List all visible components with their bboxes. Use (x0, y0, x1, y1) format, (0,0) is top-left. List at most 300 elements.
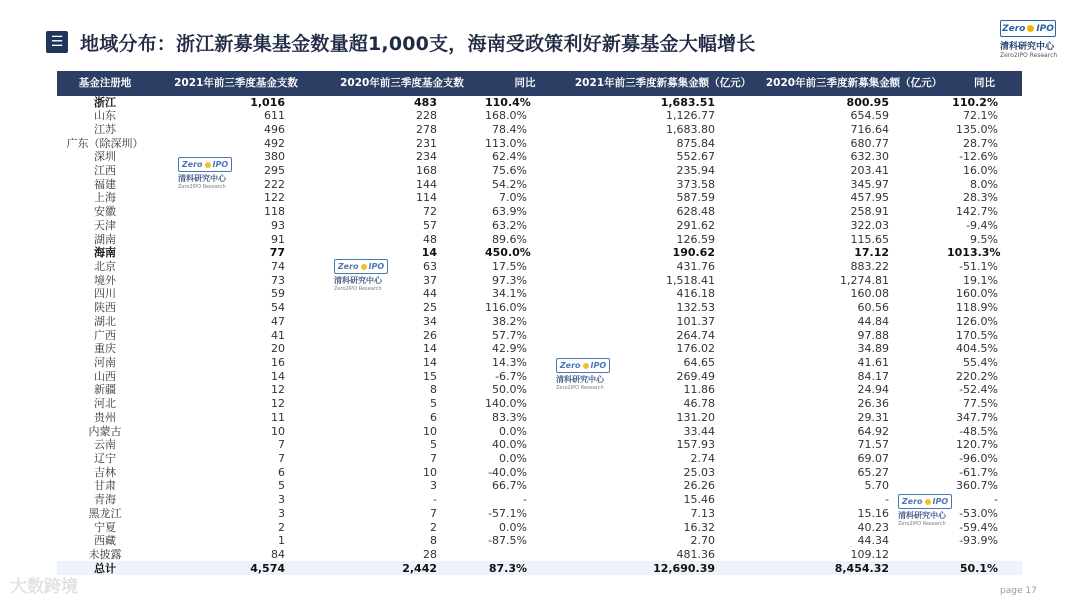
value-cell: 25.03 (683, 465, 715, 479)
value-cell: 44.34 (857, 534, 889, 548)
value-cell: 115.65 (850, 232, 889, 246)
value-cell: 89.6% (492, 232, 527, 246)
value-cell: 41.61 (857, 356, 889, 370)
region-cell: 四川 (94, 287, 116, 301)
region-cell: 海南 (94, 246, 116, 260)
value-cell: 203.41 (850, 163, 889, 177)
value-cell: 29.31 (857, 410, 889, 424)
column-header: 2020年前三季度新募集金额（亿元） (761, 71, 947, 95)
value-cell: 12,690.39 (565, 561, 761, 575)
value-cell: 72 (423, 205, 437, 219)
table-row (57, 109, 1022, 123)
value-cell: 113.0% (485, 136, 527, 150)
value-cell: 2.74 (690, 452, 715, 466)
value-cell: 59 (271, 287, 285, 301)
value-cell: 48 (423, 232, 437, 246)
table-row (57, 411, 1022, 425)
value-cell: 416.18 (676, 287, 715, 301)
value-cell: 2.70 (690, 534, 715, 548)
value-cell: 11.86 (683, 383, 715, 397)
logo-name: 清科研究中心 (1000, 42, 1055, 52)
value-cell: 322.03 (850, 218, 889, 232)
value-cell: 2,442 (319, 561, 485, 575)
table-row (57, 397, 1022, 411)
watermark-logo: Zero IPO 清科研究中心 Zero2IPO Research (556, 358, 626, 398)
region-cell: 安徽 (94, 205, 116, 219)
region-cell: 境外 (94, 273, 116, 287)
region-cell: 宁夏 (94, 520, 116, 534)
value-cell: 41 (271, 328, 285, 342)
region-cell: 总计 (57, 561, 153, 575)
table-row (57, 287, 1022, 301)
logo-dot-icon (1027, 25, 1034, 32)
zero2ipo-logo (1000, 20, 1062, 66)
table-row (57, 342, 1022, 356)
page-number: page 17 (1000, 586, 1037, 596)
region-cell: 上海 (94, 191, 116, 205)
value-cell: 69.07 (857, 452, 889, 466)
logo-badge-left: Zero (1002, 23, 1026, 34)
value-cell: 1,683.51 (565, 95, 761, 109)
value-cell: -87.5% (488, 534, 527, 548)
table-row (57, 301, 1022, 315)
logo-dot-icon (205, 162, 211, 168)
source-watermark: 大数跨境 (10, 577, 78, 597)
value-cell: 3 (430, 479, 437, 493)
value-cell: 373.58 (676, 177, 715, 191)
value-cell: 77 (269, 246, 285, 260)
value-cell: 16.0% (963, 163, 998, 177)
region-cell: 陕西 (94, 301, 116, 315)
value-cell: 8 (430, 383, 437, 397)
value-cell: 431.76 (676, 259, 715, 273)
region-cell: 新疆 (94, 383, 116, 397)
value-cell: 34.89 (857, 342, 889, 356)
value-cell: 1,126.77 (666, 109, 715, 123)
value-cell: 10 (423, 424, 437, 438)
value-cell: 140.0% (485, 397, 527, 411)
value-cell: 345.97 (850, 177, 889, 191)
value-cell: 57.7% (492, 328, 527, 342)
table-row (57, 356, 1022, 370)
value-cell: 144 (416, 177, 437, 191)
logo-badge (1000, 20, 1056, 37)
table-row (57, 452, 1022, 466)
value-cell: 26.26 (683, 479, 715, 493)
value-cell: 142.7% (956, 205, 998, 219)
region-cell: 浙江 (57, 95, 153, 109)
table-row (57, 424, 1022, 438)
value-cell: 20 (271, 342, 285, 356)
value-cell: -59.4% (959, 520, 998, 534)
value-cell: 37 (423, 273, 437, 287)
value-cell: -61.7% (959, 465, 998, 479)
value-cell: 44 (423, 287, 437, 301)
value-cell: 11 (271, 410, 285, 424)
value-cell: 14 (423, 342, 437, 356)
value-cell: 12 (271, 397, 285, 411)
value-cell: 291.62 (676, 218, 715, 232)
value-cell: 176.02 (676, 342, 715, 356)
menu-icon[interactable]: ☰ (46, 31, 68, 53)
value-cell: 40.23 (857, 520, 889, 534)
value-cell: 116.0% (485, 301, 527, 315)
value-cell: 14 (423, 356, 437, 370)
value-cell: 114 (416, 191, 437, 205)
column-header: 2021年前三季度新募集金额（亿元） (565, 71, 761, 95)
value-cell: 587.59 (676, 191, 715, 205)
value-cell: 0.0% (499, 520, 527, 534)
region-cell: 山西 (94, 369, 116, 383)
logo-badge-right: IPO (1036, 23, 1054, 34)
table-row (57, 548, 1022, 562)
value-cell: 5.70 (864, 479, 889, 493)
value-cell: 170.5% (956, 328, 998, 342)
value-cell: 126.59 (676, 232, 715, 246)
value-cell: 87.3% (485, 561, 565, 575)
value-cell: 3 (278, 506, 285, 520)
region-cell: 西藏 (94, 534, 116, 548)
region-cell: 河南 (94, 356, 116, 370)
value-cell: 34.1% (492, 287, 527, 301)
value-cell: 0.0% (499, 452, 527, 466)
region-cell: 北京 (94, 259, 116, 273)
watermark-logo: Zero IPO 清科研究中心 Zero2IPO Research (334, 259, 404, 299)
value-cell: 135.0% (956, 122, 998, 136)
region-cell: 黑龙江 (88, 506, 122, 520)
column-header: 2020年前三季度基金支数 (319, 71, 485, 95)
value-cell: 190.62 (672, 246, 715, 260)
value-cell: 1,683.80 (666, 122, 715, 136)
value-cell: 55.4% (963, 356, 998, 370)
value-cell: 120.7% (956, 438, 998, 452)
value-cell: 157.93 (676, 438, 715, 452)
value-cell: 24.94 (857, 383, 889, 397)
value-cell: 47 (271, 314, 285, 328)
value-cell (485, 548, 565, 562)
value-cell: 5 (430, 438, 437, 452)
value-cell: 83.3% (492, 410, 527, 424)
value-cell: 7 (430, 452, 437, 466)
value-cell: 84 (271, 548, 285, 562)
value-cell: 450.0% (485, 246, 531, 260)
value-cell: 222 (264, 177, 285, 191)
region-cell: 云南 (94, 438, 116, 452)
region-cell: 重庆 (94, 342, 116, 356)
value-cell: 63.9% (492, 205, 527, 219)
value-cell: 380 (264, 150, 285, 164)
value-cell: -48.5% (959, 424, 998, 438)
value-cell: 16 (271, 356, 285, 370)
value-cell: -52.4% (959, 383, 998, 397)
value-cell: 875.84 (676, 136, 715, 150)
logo-dot-icon (583, 363, 589, 369)
value-cell: 160.0% (956, 287, 998, 301)
table-row (57, 328, 1022, 342)
value-cell: - (433, 493, 437, 507)
value-cell: 168 (416, 163, 437, 177)
table-row (57, 260, 1022, 274)
value-cell: -93.9% (959, 534, 998, 548)
value-cell: -6.7% (495, 369, 527, 383)
value-cell: 457.95 (850, 191, 889, 205)
table-header-row (57, 71, 1022, 95)
value-cell: 71.57 (857, 438, 889, 452)
value-cell: 628.48 (676, 205, 715, 219)
value-cell: 7 (278, 452, 285, 466)
value-cell: 118 (264, 205, 285, 219)
value-cell: 132.53 (676, 301, 715, 315)
value-cell: 0.0% (499, 424, 527, 438)
logo-dot-icon (361, 264, 367, 270)
value-cell: 57 (423, 218, 437, 232)
value-cell: 122 (264, 191, 285, 205)
region-cell: 广东（除深圳） (66, 136, 144, 150)
logo-dot-icon (925, 499, 931, 505)
value-cell: 1 (278, 534, 285, 548)
value-cell: 295 (264, 163, 285, 177)
value-cell: 16.32 (683, 520, 715, 534)
value-cell: 5 (278, 479, 285, 493)
region-cell: 天津 (94, 218, 116, 232)
value-cell: 50.0% (492, 383, 527, 397)
fund-region-table (57, 71, 1022, 575)
logo-english: Zero2IPO Research (1000, 52, 1058, 59)
value-cell: 481.36 (676, 548, 715, 562)
region-cell: 湖南 (94, 232, 116, 246)
page-header (0, 0, 1080, 66)
table-row (57, 136, 1022, 150)
value-cell: 231 (416, 136, 437, 150)
value-cell: 264.74 (676, 328, 715, 342)
value-cell: 28.7% (963, 136, 998, 150)
column-header: 同比 (485, 71, 565, 95)
column-header: 基金注册地 (57, 71, 153, 95)
value-cell: 10 (271, 424, 285, 438)
value-cell: 12 (271, 383, 285, 397)
region-cell: 深圳 (94, 150, 116, 164)
value-cell: 552.67 (676, 150, 715, 164)
value-cell: 91 (271, 232, 285, 246)
region-cell: 湖北 (94, 314, 116, 328)
table-row (57, 232, 1022, 246)
value-cell: 347.7% (956, 410, 998, 424)
table-row (57, 369, 1022, 383)
region-cell: 贵州 (94, 410, 116, 424)
value-cell: 2 (430, 520, 437, 534)
value-cell: 360.7% (956, 479, 998, 493)
value-cell: 77.5% (963, 397, 998, 411)
region-cell: 江西 (94, 163, 116, 177)
value-cell: 19.1% (963, 273, 998, 287)
value-cell: 654.59 (850, 109, 889, 123)
table-row (57, 218, 1022, 232)
value-cell: 7.13 (690, 506, 715, 520)
value-cell: 6 (278, 465, 285, 479)
value-cell: 64.65 (683, 356, 715, 370)
value-cell: 278 (416, 122, 437, 136)
region-cell: 河北 (94, 397, 116, 411)
value-cell: 75.6% (492, 163, 527, 177)
value-cell: -51.1% (959, 259, 998, 273)
value-cell: 101.37 (676, 314, 715, 328)
watermark-logo: Zero IPO 清科研究中心 Zero2IPO Research (898, 494, 968, 534)
value-cell: 235.94 (676, 163, 715, 177)
column-header: 2021年前三季度基金支数 (153, 71, 319, 95)
region-cell: 山东 (94, 109, 116, 123)
region-cell: 江苏 (94, 122, 116, 136)
value-cell: 5 (430, 397, 437, 411)
value-cell: 33.44 (683, 424, 715, 438)
value-cell: 97.88 (857, 328, 889, 342)
region-cell: 青海 (94, 493, 116, 507)
table-row (57, 383, 1022, 397)
value-cell: 3 (278, 493, 285, 507)
value-cell: 496 (264, 122, 285, 136)
value-cell: -9.4% (966, 218, 998, 232)
value-cell: 8 (430, 534, 437, 548)
value-cell (947, 548, 1022, 562)
value-cell: 17.5% (492, 259, 527, 273)
value-cell: 8,454.32 (761, 561, 947, 575)
value-cell: 110.4% (485, 95, 565, 109)
region-cell: 福建 (94, 177, 116, 191)
value-cell: 63.2% (492, 218, 527, 232)
watermark-logo: Zero IPO 清科研究中心 Zero2IPO Research (178, 157, 248, 197)
value-cell: 680.77 (850, 136, 889, 150)
value-cell: 14 (271, 369, 285, 383)
value-cell: 7 (430, 506, 437, 520)
value-cell: 6 (430, 410, 437, 424)
value-cell: 234 (416, 150, 437, 164)
value-cell: 1,518.41 (666, 273, 715, 287)
total-row (57, 561, 1022, 575)
region-cell: 广西 (94, 328, 116, 342)
value-cell: 110.2% (947, 95, 1022, 109)
value-cell: 73 (271, 273, 285, 287)
page-title: 地域分布：浙江新募集基金数量超1,000支，海南受政策利好新募基金大幅增长 (80, 33, 756, 55)
table-row (57, 95, 1022, 109)
value-cell: 34 (423, 314, 437, 328)
table-row (57, 479, 1022, 493)
value-cell: 160.08 (850, 287, 889, 301)
table-row (57, 273, 1022, 287)
table-row (57, 534, 1022, 548)
value-cell: 126.0% (956, 314, 998, 328)
value-cell: 84.17 (857, 369, 889, 383)
value-cell: -53.0% (959, 506, 998, 520)
region-cell: 吉林 (94, 465, 116, 479)
value-cell: 131.20 (676, 410, 715, 424)
value-cell: 97.3% (492, 273, 527, 287)
value-cell: 611 (264, 109, 285, 123)
value-cell: 28 (423, 548, 437, 562)
value-cell: 2 (278, 520, 285, 534)
value-cell: 1013.3% (947, 246, 1001, 260)
table-row (57, 122, 1022, 136)
value-cell: 26 (423, 328, 437, 342)
value-cell: 15.46 (683, 493, 715, 507)
value-cell: 42.9% (492, 342, 527, 356)
value-cell: 10 (423, 465, 437, 479)
value-cell: 109.12 (850, 548, 889, 562)
value-cell: 72.1% (963, 109, 998, 123)
value-cell: 1,274.81 (840, 273, 889, 287)
value-cell: 26.36 (857, 397, 889, 411)
value-cell: 50.1% (947, 561, 1022, 575)
value-cell: 883.22 (850, 259, 889, 273)
table-row (57, 246, 1022, 260)
region-cell: 未披露 (88, 548, 122, 562)
value-cell: 800.95 (761, 95, 947, 109)
value-cell: -40.0% (488, 465, 527, 479)
value-cell: -96.0% (959, 452, 998, 466)
value-cell: 716.64 (850, 122, 889, 136)
value-cell: 269.49 (676, 369, 715, 383)
value-cell: 168.0% (485, 109, 527, 123)
value-cell: - (994, 493, 998, 507)
value-cell: 228 (416, 109, 437, 123)
table-row (57, 205, 1022, 219)
value-cell: 632.30 (850, 150, 889, 164)
value-cell: 8.0% (970, 177, 998, 191)
value-cell: 1,016 (153, 95, 319, 109)
value-cell: 63 (423, 259, 437, 273)
table-row (57, 438, 1022, 452)
value-cell: - (885, 493, 889, 507)
region-cell: 甘肃 (94, 479, 116, 493)
value-cell: 54 (271, 301, 285, 315)
region-cell: 内蒙古 (88, 424, 122, 438)
value-cell: 28.3% (963, 191, 998, 205)
column-header: 同比 (947, 71, 1022, 95)
value-cell: 65.27 (857, 465, 889, 479)
value-cell: 220.2% (956, 369, 998, 383)
value-cell: 17.12 (854, 246, 889, 260)
value-cell: 46.78 (683, 397, 715, 411)
value-cell: 44.84 (857, 314, 889, 328)
value-cell: -12.6% (959, 150, 998, 164)
value-cell: 14 (421, 246, 437, 260)
table-row (57, 507, 1022, 521)
value-cell: 40.0% (492, 438, 527, 452)
table-row (57, 315, 1022, 329)
value-cell: 25 (423, 301, 437, 315)
value-cell: 38.2% (492, 314, 527, 328)
value-cell: 14.3% (492, 356, 527, 370)
region-cell: 辽宁 (94, 452, 116, 466)
value-cell: 118.9% (956, 301, 998, 315)
value-cell: 258.91 (850, 205, 889, 219)
value-cell: 483 (319, 95, 485, 109)
value-cell: 492 (264, 136, 285, 150)
value-cell: 404.5% (956, 342, 998, 356)
value-cell: 9.5% (970, 232, 998, 246)
table-row (57, 493, 1022, 507)
value-cell: 15 (423, 369, 437, 383)
value-cell: 93 (271, 218, 285, 232)
value-cell: 15.16 (857, 506, 889, 520)
value-cell: 62.4% (492, 150, 527, 164)
value-cell: 78.4% (492, 122, 527, 136)
value-cell: 60.56 (857, 301, 889, 315)
value-cell: 54.2% (492, 177, 527, 191)
value-cell: 74 (271, 259, 285, 273)
table-row (57, 465, 1022, 479)
value-cell: 66.7% (492, 479, 527, 493)
value-cell: 64.92 (857, 424, 889, 438)
value-cell: -57.1% (488, 506, 527, 520)
